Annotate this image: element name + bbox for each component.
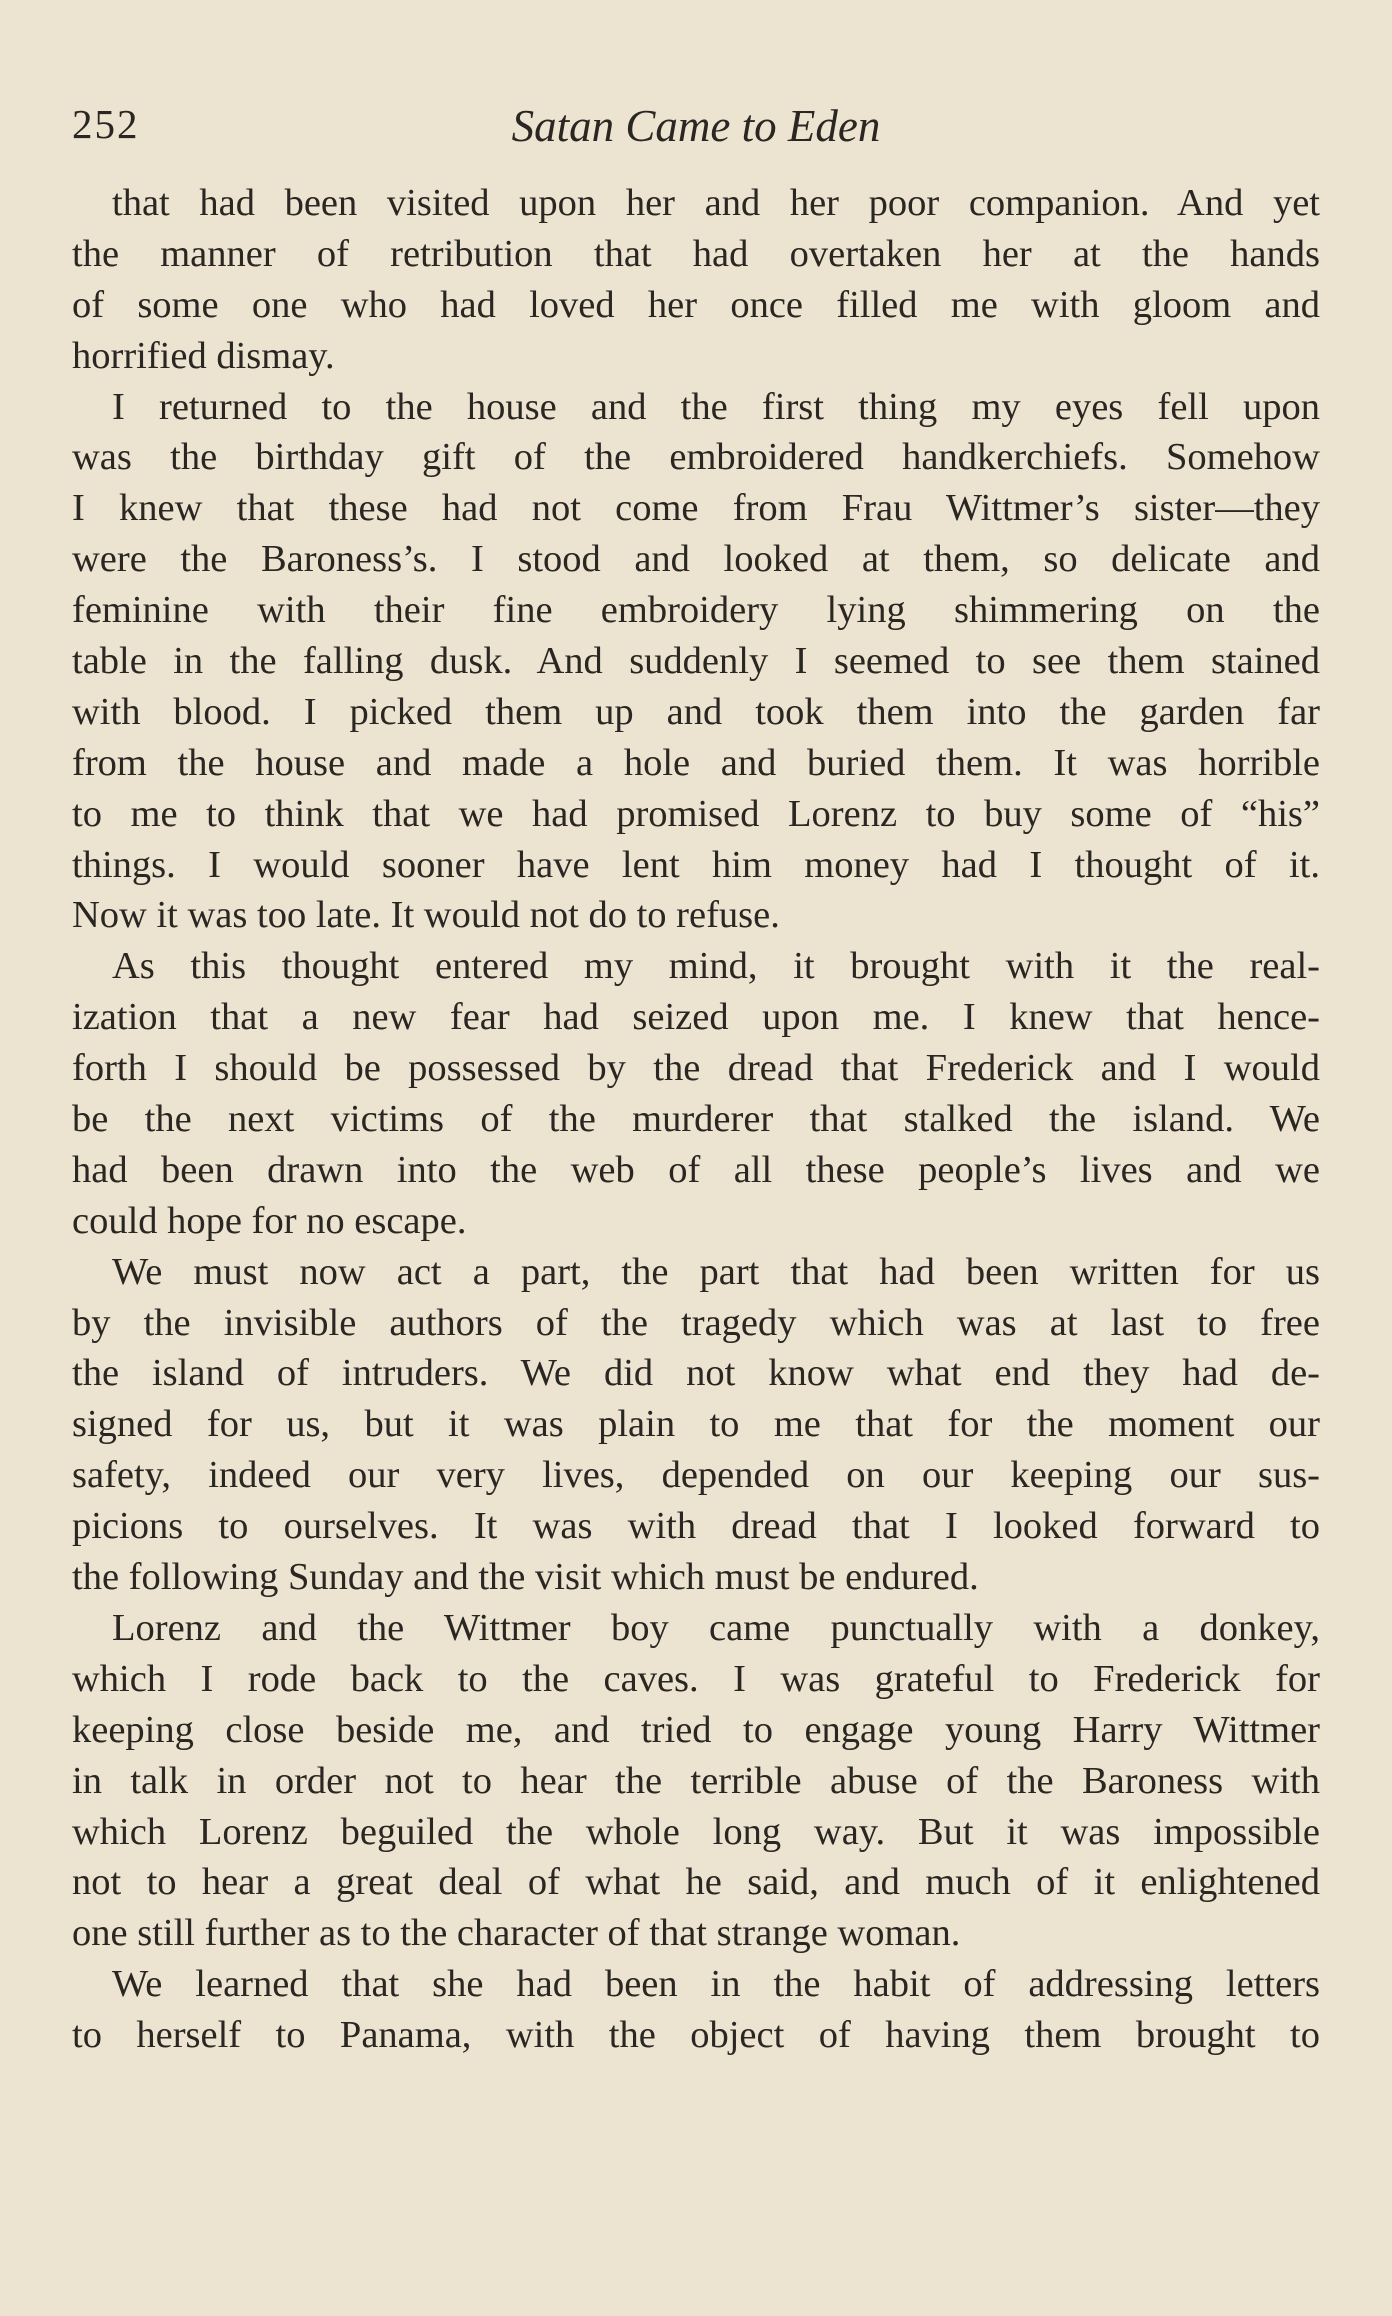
body-text <box>72 178 1320 2061</box>
text-line: I returned to the house and the first thing my eyes fell upon <box>112 385 1320 428</box>
text-line: feminine with their fine embroidery lying shimmering on the <box>72 589 1320 632</box>
text-line: signed for us, but it was plain to me that for the moment our <box>72 1403 1320 1446</box>
paragraph <box>72 382 1320 942</box>
text-line: Now it was too late. It would not do to refuse. <box>72 894 780 937</box>
text-line: to herself to Panama, with the object of having them brought to <box>72 2014 1320 2057</box>
text-line: ization that a new fear had seized upon me. I knew that hence- <box>72 996 1320 1039</box>
text-line: I knew that these had not come from Frau Wittmer’s sister—they <box>72 487 1320 530</box>
text-line: As this thought entered my mind, it brought with it the real- <box>112 945 1320 988</box>
text-line: by the invisible authors of the tragedy which was at last to free <box>72 1301 1320 1344</box>
text-line: to me to think that we had promised Lorenz to buy some of “his” <box>72 792 1320 835</box>
text-line: table in the falling dusk. And suddenly I seemed to see them stained <box>72 640 1320 683</box>
paragraph <box>72 178 1320 382</box>
text-line: the manner of retribution that had overtaken her at the hands <box>72 232 1320 275</box>
text-line: the following Sunday and the visit which must be endured. <box>72 1556 979 1599</box>
text-line: things. I would sooner have lent him money had I thought of it. <box>72 843 1320 886</box>
text-line: picions to ourselves. It was with dread that I looked forward to <box>72 1505 1320 1548</box>
paragraph <box>72 1959 1320 2061</box>
text-line: were the Baroness’s. I stood and looked at them, so delicate and <box>72 538 1320 581</box>
text-line: the island of intruders. We did not know what end they had de- <box>72 1352 1320 1395</box>
text-line: could hope for no escape. <box>72 1199 467 1242</box>
text-line: We learned that she had been in the habit of addressing letters <box>112 1963 1320 2006</box>
text-line: We must now act a part, the part that had been written for us <box>112 1250 1320 1293</box>
paragraph <box>72 941 1320 1246</box>
text-line: which I rode back to the caves. I was grateful to Frederick for <box>72 1657 1320 1700</box>
text-line: one still further as to the character of that strange woman. <box>72 1912 961 1955</box>
text-line: of some one who had loved her once filled me with gloom and <box>72 283 1320 326</box>
text-line: forth I should be possessed by the dread that Frederick and I would <box>72 1047 1320 1090</box>
page-number: 252 <box>72 101 140 147</box>
text-line: had been drawn into the web of all these people’s lives and we <box>72 1148 1320 1191</box>
text-line: horrified dismay. <box>72 334 335 377</box>
text-line: keeping close beside me, and tried to engage young Harry Wittmer <box>72 1708 1320 1751</box>
text-line: which Lorenz beguiled the whole long way. But it was impossible <box>72 1810 1320 1853</box>
text-line: with blood. I picked them up and took them into the garden far <box>72 690 1320 733</box>
page-header <box>72 100 1320 160</box>
text-line: safety, indeed our very lives, depended on our keeping our sus- <box>72 1454 1320 1497</box>
text-line: was the birthday gift of the embroidered handkerchiefs. Somehow <box>72 436 1320 479</box>
paragraph <box>72 1247 1320 1603</box>
text-line: in talk in order not to hear the terrible abuse of the Baroness with <box>72 1759 1320 1802</box>
text-line: not to hear a great deal of what he said, and much of it enlightened <box>72 1861 1320 1904</box>
text-line: that had been visited upon her and her poor companion. And yet <box>112 182 1320 224</box>
running-title: Satan Came to Eden <box>511 101 881 151</box>
text-line: be the next victims of the murderer that stalked the island. We <box>72 1098 1320 1141</box>
paragraph <box>72 1603 1320 1959</box>
text-line: Lorenz and the Wittmer boy came punctually with a donkey, <box>112 1606 1320 1649</box>
text-line: from the house and made a hole and buried them. It was horrible <box>72 741 1320 784</box>
